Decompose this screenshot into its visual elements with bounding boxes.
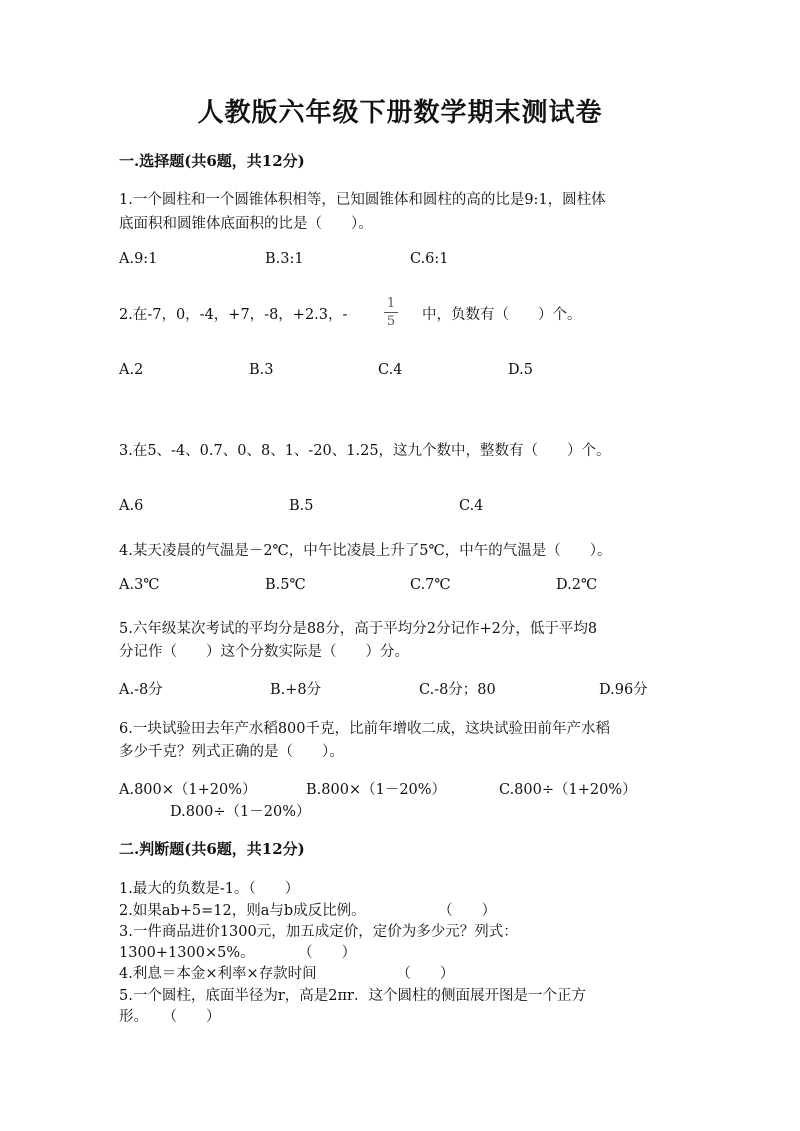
q2-option-c: C.4 bbox=[378, 362, 403, 378]
q4-option-c: C.7℃ bbox=[410, 577, 451, 593]
q2-option-b: B.3 bbox=[249, 362, 274, 378]
section2-heading: 二.判断题(共6题，共12分) bbox=[119, 840, 305, 858]
q5-line2: 分记作（ ）这个分数实际是（ ）分。 bbox=[119, 644, 409, 660]
q2-line1-start: 2.在-7，0，-4，+7，-8，+2.3，- bbox=[119, 307, 348, 323]
q5-line1: 5.六年级某次考试的平均分是88分，高于平均分2分记作+2分，低于平均8 bbox=[119, 621, 598, 637]
q1-option-b: B.3:1 bbox=[265, 251, 304, 267]
fraction-denominator: 5 bbox=[386, 314, 396, 329]
q5-option-d: D.96分 bbox=[599, 682, 648, 698]
q1-option-a: A.9:1 bbox=[119, 251, 158, 267]
q2-option-a: A.2 bbox=[119, 362, 144, 378]
q6-option-c: C.800÷（1+20%） bbox=[499, 782, 637, 798]
fraction-numerator: 1 bbox=[386, 296, 396, 311]
section1-heading: 一.选择题(共6题，共12分) bbox=[119, 152, 305, 170]
q4-option-a: A.3℃ bbox=[119, 577, 160, 593]
q3-option-a: A.6 bbox=[119, 498, 144, 514]
q5-option-a: A.-8分 bbox=[119, 682, 163, 698]
q6-option-b: B.800×（1－20%） bbox=[306, 782, 447, 798]
q3-option-b: B.5 bbox=[289, 498, 314, 514]
q6-option-a: A.800×（1+20%） bbox=[119, 782, 257, 798]
judge-line-3: 3.一件商品进价1300元，加五成定价，定价为多少元？列式： bbox=[119, 924, 518, 940]
fraction-one-fifth bbox=[382, 296, 400, 329]
q5-option-c: C.-8分；80 bbox=[419, 682, 496, 698]
q3-line1: 3.在5、-4、0.7、0、8、1、-20、1.25，这九个数中，整数有（ ）个。 bbox=[119, 443, 611, 459]
q2-option-d: D.5 bbox=[508, 362, 533, 378]
judge-line-4: 1300+1300×5%。 （ ） bbox=[119, 945, 357, 961]
q6-option-d: D.800÷（1－20%） bbox=[170, 804, 311, 820]
judge-line-2: 2.如果ab+5=12，则a与b成反比例。 （ ） bbox=[119, 903, 497, 919]
q1-option-c: C.6:1 bbox=[410, 251, 449, 267]
q6-line1: 6.一块试验田去年产水稻800千克，比前年增收二成，这块试验田前年产水稻 bbox=[119, 721, 611, 737]
q4-line1: 4.某天凌晨的气温是－2℃，中午比凌晨上升了5℃，中午的气温是（ ）。 bbox=[119, 543, 612, 559]
q1-line1: 1.一个圆柱和一个圆锥体积相等，已知圆锥体和圆柱的高的比是9:1，圆柱体 bbox=[119, 192, 606, 208]
q4-option-d: D.2℃ bbox=[556, 577, 598, 593]
q4-option-b: B.5℃ bbox=[265, 577, 306, 593]
fraction-bar bbox=[384, 312, 398, 313]
q3-option-c: C.4 bbox=[459, 498, 484, 514]
q2-line1-end: 中，负数有（ ）个。 bbox=[422, 307, 582, 323]
page-title: 人教版六年级下册数学期末测试卷 bbox=[197, 98, 603, 128]
judge-line-1: 1.最大的负数是-1。（ ） bbox=[119, 881, 300, 897]
judge-line-6: 5.一个圆柱，底面半径为r，高是2πr．这个圆柱的侧面展开图是一个正方 bbox=[119, 988, 586, 1004]
q6-line2: 多少千克？列式正确的是（ ）。 bbox=[119, 744, 344, 760]
judge-line-5: 4.利息＝本金×利率×存款时间 （ ） bbox=[119, 966, 455, 982]
judge-line-7: 形。 （ ） bbox=[119, 1009, 221, 1025]
q1-line2: 底面积和圆锥体底面积的比是（ ）。 bbox=[119, 216, 373, 232]
q5-option-b: B.+8分 bbox=[270, 682, 322, 698]
